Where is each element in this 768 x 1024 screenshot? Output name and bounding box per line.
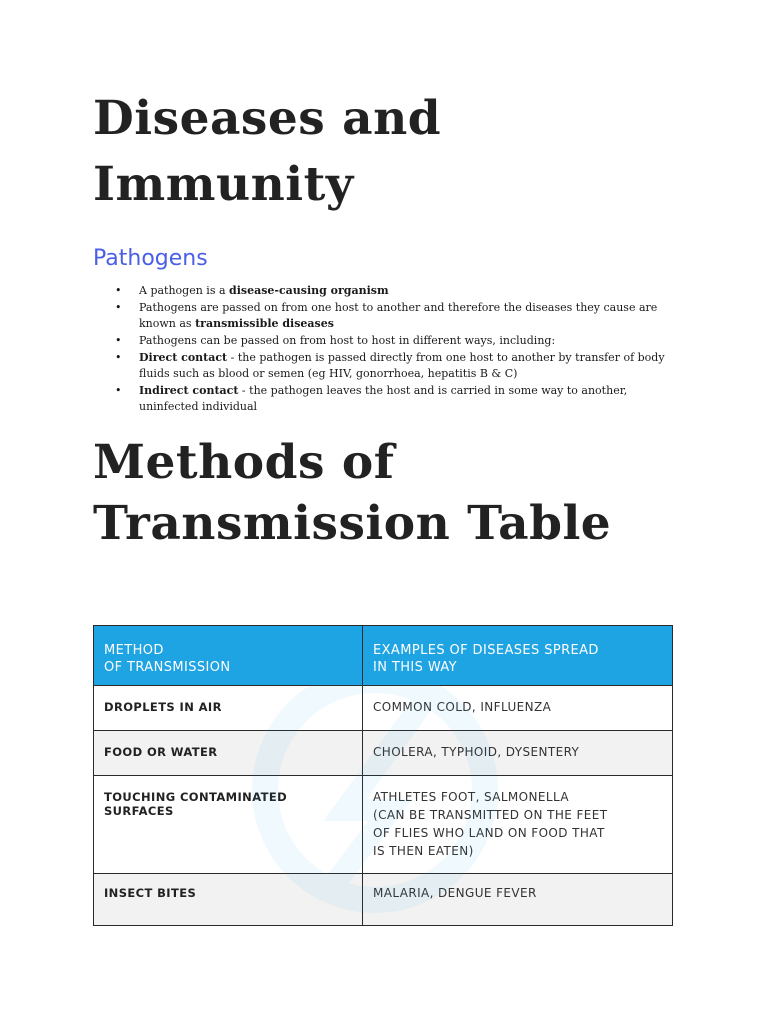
section-heading-pathogens: Pathogens bbox=[93, 246, 208, 271]
examples-cell: COMMON COLD, INFLUENZA bbox=[373, 700, 552, 714]
method-cell: DROPLETS IN AIR bbox=[94, 686, 363, 730]
method-cell: INSECT BITES bbox=[94, 874, 363, 925]
bullet-item bbox=[93, 350, 673, 383]
transmission-table bbox=[93, 625, 673, 926]
bullet-dot-icon: • bbox=[115, 383, 122, 397]
bullet-text: - the pathogen is passed directly from one host to another by transfer of body fluids such as blood or semen (eg HIV, gonorrhoea, hepatitis B & C) bbox=[139, 350, 665, 380]
bullet-dot-icon: • bbox=[115, 333, 122, 347]
table-row bbox=[94, 685, 672, 730]
bullet-text: Pathogens can be passed on from host to host in different ways, including: bbox=[139, 333, 556, 347]
bullet-text: Pathogens are passed on from one host to another and therefore the diseases they cause are known as bbox=[139, 300, 658, 331]
pathogens-bullet-list bbox=[93, 283, 673, 416]
bullet-bold-term: Indirect contact bbox=[139, 383, 239, 397]
bullet-dot-icon: • bbox=[115, 284, 122, 297]
bullet-bold-term: disease-causing organism bbox=[229, 284, 389, 297]
bullet-text: - the pathogen leaves the host and is carried in some way to another, uninfected individual bbox=[139, 383, 628, 414]
bullet-text: A pathogen is a bbox=[139, 284, 230, 297]
table-row bbox=[94, 775, 672, 873]
page-title: Diseases and Immunity bbox=[93, 91, 442, 212]
header-method: METHOD OF TRANSMISSION bbox=[94, 626, 363, 685]
method-cell: TOUCHING CONTAMINATED SURFACES bbox=[94, 776, 363, 873]
bullet-dot-icon: • bbox=[115, 300, 122, 314]
bullet-item bbox=[93, 300, 673, 333]
table-row bbox=[94, 873, 672, 925]
bullet-item bbox=[93, 383, 673, 416]
examples-cell: MALARIA, DENGUE FEVER bbox=[373, 886, 537, 900]
section-title-methods: Methods of Transmission Table bbox=[93, 435, 612, 551]
examples-cell: CHOLERA, TYPHOID, DYSENTERY bbox=[373, 745, 580, 759]
examples-cell: ATHLETES FOOT, SALMONELLA (CAN BE TRANSMITTED ON THE FEET OF FLIES WHO LAND ON FOOD THAT IS THEN EATEN) bbox=[373, 790, 608, 858]
method-cell: FOOD OR WATER bbox=[94, 731, 363, 775]
bullet-item bbox=[93, 283, 673, 299]
table-row bbox=[94, 730, 672, 775]
table-header-row bbox=[94, 626, 672, 685]
bullet-item bbox=[93, 333, 673, 349]
bullet-dot-icon: • bbox=[115, 350, 122, 364]
bullet-bold-term: Direct contact bbox=[139, 350, 228, 364]
bullet-bold-term: transmissible diseases bbox=[195, 317, 334, 331]
header-examples: EXAMPLES OF DISEASES SPREAD IN THIS WAY bbox=[373, 643, 599, 675]
